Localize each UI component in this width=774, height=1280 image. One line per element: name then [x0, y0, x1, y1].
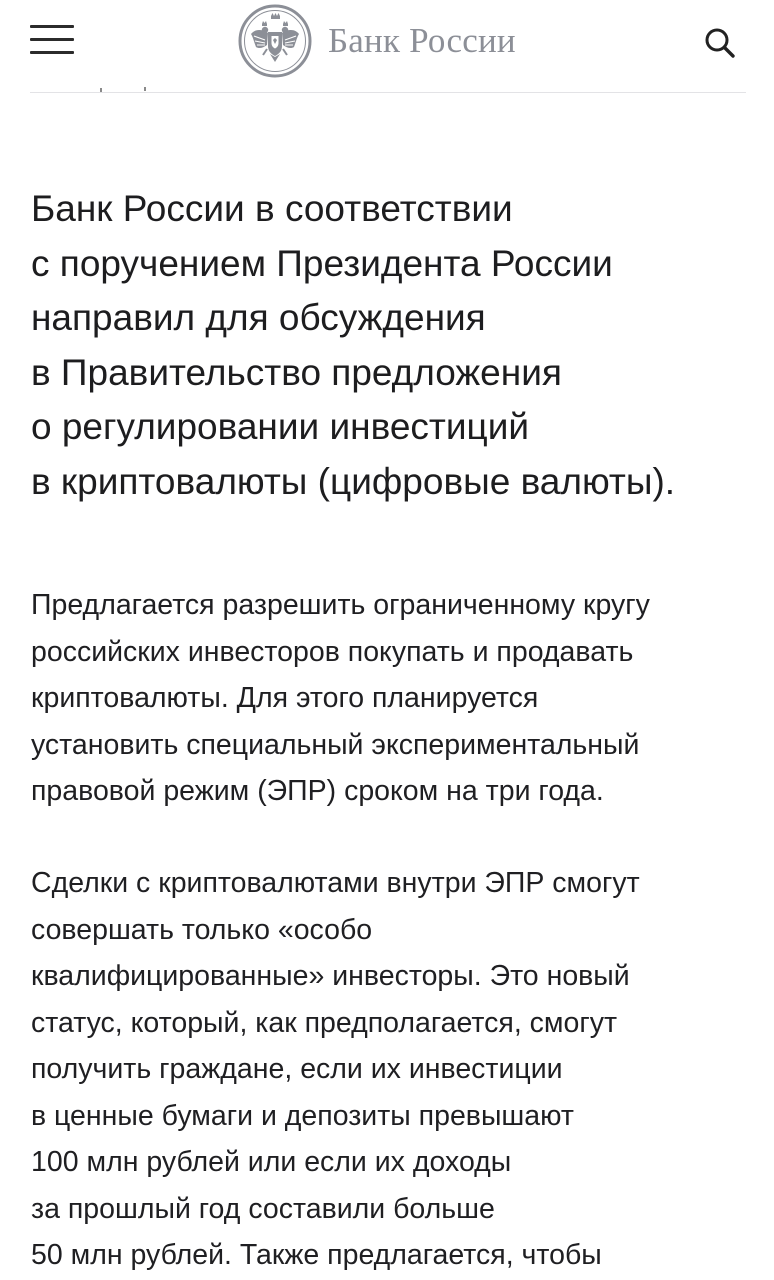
lead-line: в криптовалюты (цифровые валюты).	[31, 460, 676, 502]
paragraph-line: Предлагается разрешить ограниченному кругу	[31, 589, 650, 621]
paragraph-line: криптовалюты. Для этого планируется	[31, 682, 539, 714]
hamburger-menu-icon[interactable]	[30, 22, 76, 58]
paragraph-line: квалифицированные» инвесторы. Это новый	[31, 960, 630, 992]
paragraph-line: в ценные бумаги и депозиты превышают	[31, 1099, 574, 1132]
paragraph-line: 100 млн рублей или если их доходы	[31, 1146, 512, 1178]
lead-line: с поручением Президента России	[31, 242, 613, 284]
paragraph-line: правовой режим (ЭПР) сроком на три года.	[31, 775, 604, 807]
bank-name: Банк России	[328, 21, 516, 60]
article-lead	[31, 182, 751, 510]
paragraph-line: совершать только «особо	[31, 913, 373, 946]
paragraph-line: установить специальный экспериментальный	[31, 728, 640, 761]
lead-line: Банк России в соответствии	[31, 188, 513, 229]
paragraph-line: российских инвесторов покупать и продавать	[31, 635, 634, 668]
paragraph-line: 50 млн рублей. Также предлагается, чтобы	[31, 1239, 602, 1271]
paragraph-line: получить граждане, если их инвестиции	[31, 1053, 563, 1085]
site-header	[0, 0, 774, 92]
header-divider	[30, 92, 746, 93]
lead-line: о регулировании инвестиций	[31, 406, 530, 448]
article-paragraph-1	[31, 582, 751, 815]
paragraph-line: Сделки с криптовалютами внутри ЭПР смогут	[31, 867, 640, 899]
eagle-emblem-icon	[238, 4, 312, 78]
paragraph-line: за прошлый год составили больше	[31, 1192, 495, 1225]
search-icon[interactable]	[700, 23, 740, 63]
lead-line: в Правительство предложения	[31, 351, 562, 393]
lead-line: направил для обсуждения	[31, 297, 486, 339]
paragraph-line: статус, который, как предполагается, смогут	[31, 1006, 618, 1039]
article-paragraph-2	[31, 860, 751, 1279]
bank-logo-link[interactable]	[238, 3, 516, 79]
